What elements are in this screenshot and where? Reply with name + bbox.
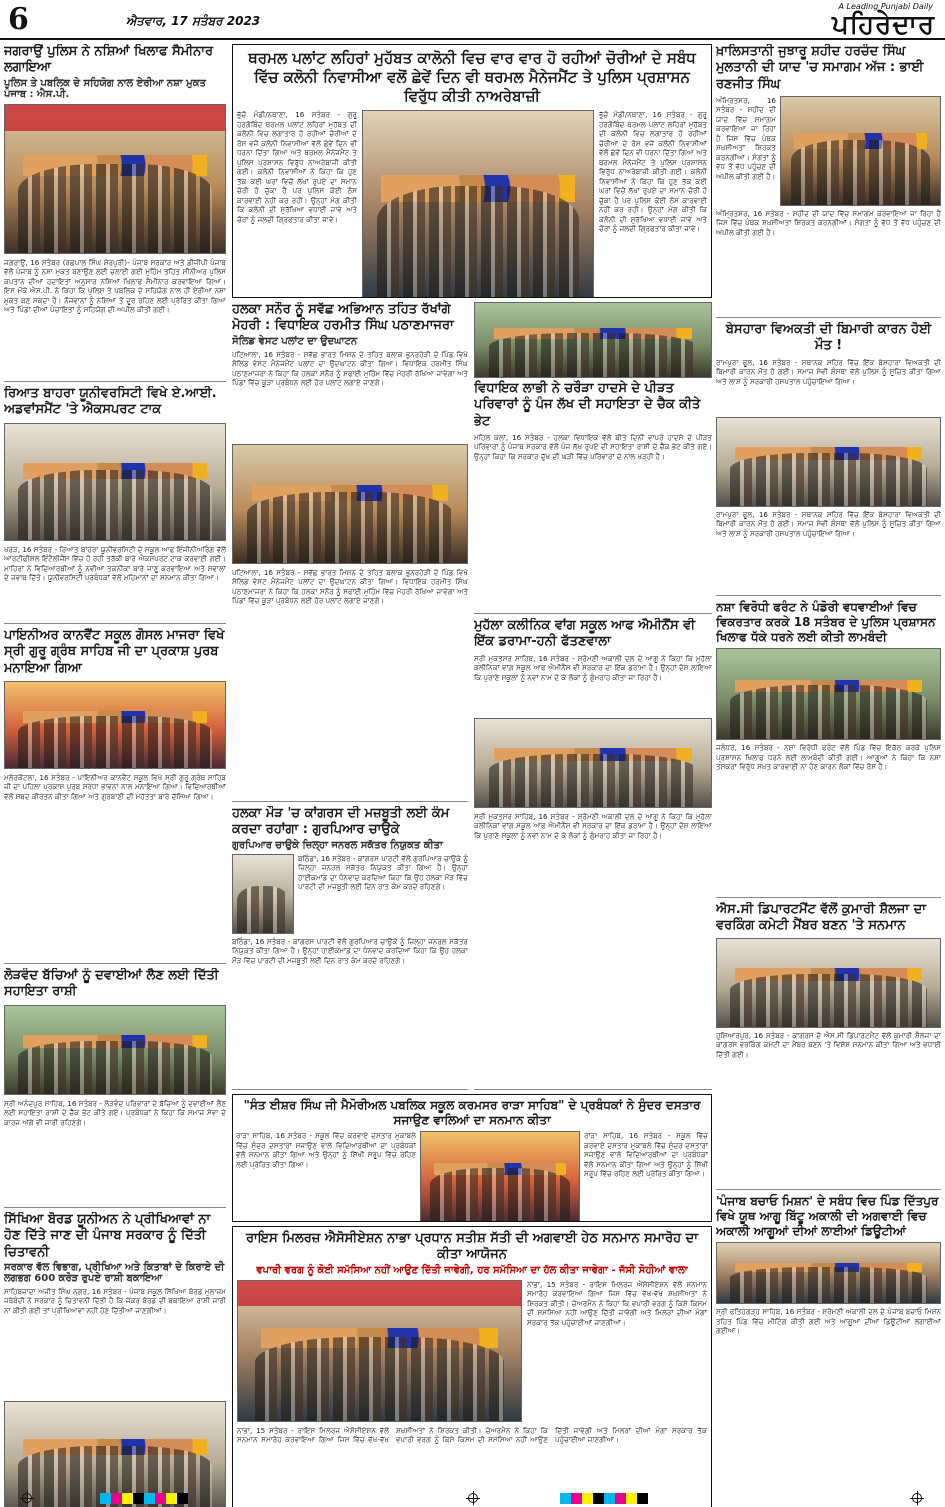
article-rayat-bahra: [4, 386, 226, 624]
article-headline: ਰਿਆਤ ਬਾਹਰਾ ਯੂਨੀਵਰਸਿਟੀ ਵਿਖੇ ਏ.ਆਈ. ਅਡਵਾਂਸਮੈਂਟ 'ਤੇ ਐਕਸਪਰਟ ਟਾਕ: [4, 386, 217, 418]
article-thermal-colony: [232, 44, 712, 298]
masthead: [0, 0, 945, 40]
news-photo: [4, 104, 226, 254]
article-body: ਅੰਮ੍ਰਿਤਸਰ, 16 ਸਤੰਬਰ - ਸ਼ਹੀਦ ਦੀ ਯਾਦ ਵਿੱਚ ਸਮਾਗਮ ਕਰਵਾਇਆ ਜਾ ਰਿਹਾ ਹੈ ਜਿਸ ਵਿੱਚ ਪੰਥਕ ਸ਼ਖ਼ਸੀਅਤਾਂ ਸ਼ਿਰਕਤ ਕਰਨਗੀਆਂ। ਸੰਗਤਾਂ ਨੂੰ ਵੱਧ ਤੋਂ ਵੱਧ ਪਹੁੰਚਣ ਦੀ ਅਪੀਲ ਕੀਤੀ ਗਈ ਹੈ।: [716, 95, 776, 181]
article-body: ਹੁਸ਼ਿਆਰਪੁਰ, 16 ਸਤੰਬਰ - ਕਾਂਗਰਸ ਦੇ ਐਸ.ਸੀ ਡਿਪਾਰਟਮੈਂਟ ਵੱਲੋਂ ਕੁਮਾਰੀ ਸ਼ੈਲਜਾ ਦਾ ਕਾਂਗਰਸ ਵਰਕਿੰਗ ਕਮੇਟੀ ਦਾ ਮੈਂਬਰ ਬਣਨ 'ਤੇ ਵਿਸ਼ੇਸ਼ ਸਨਮਾਨ ਕੀਤਾ ਗਿਆ ਅਤੇ ਵਧਾਈ ਦਿੱਤੀ ਗਈ।: [716, 1030, 941, 1059]
color-calibration-strip: [100, 1493, 188, 1504]
article-headline: ਖ਼ਾਲਿਸਤਾਨੀ ਜੁਝਾਰੂ ਸ਼ਹੀਦ ਹਰਚੰਦ ਸਿੰਘ ਮੁਲਤਾਨੀ ਦੀ ਯਾਦ 'ਚ ਸਮਾਗਮ ਅੱਜ : ਭਾਈ ਰਣਜੀਤ ਸਿੰਘ: [716, 44, 924, 92]
article-selja-honour: [716, 902, 941, 1190]
issue-date: ਐਤਵਾਰ, 17 ਸਤੰਬਰ 2023: [126, 14, 261, 28]
middle-column: [232, 44, 712, 1487]
registration-mark-icon: [912, 1493, 922, 1503]
news-photo: [716, 1242, 941, 1304]
article-body-continued: ਸ੍ਰੀ ਮੁਕਤਸਰ ਸਾਹਿਬ, 16 ਸਤੰਬਰ - ਸ਼੍ਰੋਮਣੀ ਅਕਾਲੀ ਦਲ ਦੇ ਆਗੂ ਨੇ ਕਿਹਾ ਕਿ ਮੁਹੱਲਾ ਕਲੀਨਿਕਾਂ ਵਾਂਗ ਸਕੂਲ ਆਫ ਐਮੀਨੈਂਸ ਵੀ ਸਰਕਾਰ ਦਾ ਇੱਕ ਡਰਾਮਾ ਹੈ। ਉਨ੍ਹਾਂ ਦੋਸ਼ ਲਾਇਆ ਕਿ ਪੁਰਾਣੇ ਸਕੂਲਾਂ ਨੂੰ ਨਵਾਂ ਨਾਮ ਦੇ ਕੇ ਲੋਕਾਂ ਨੂੰ ਗੁੰਮਰਾਹ ਕੀਤਾ ਜਾ ਰਿਹਾ ਹੈ।: [474, 811, 712, 840]
news-photo: [716, 648, 941, 740]
news-photo: [780, 96, 941, 206]
article-headline: ਰਾਇਸ ਮਿਲਰਜ਼ ਐਸੋਸੀਏਸ਼ਨ ਨਾਭਾ ਪ੍ਰਧਾਨ ਸਤੀਸ਼ ਸੱਤੀ ਦੀ ਅਗਵਾਈ ਹੇਠ ਸਨਮਾਨ ਸਮਾਰੋਹ ਦਾ ਕੀਤਾ ਆਯੋਜਨ: [245, 1231, 699, 1263]
news-photo: [4, 423, 226, 541]
article-body: ਰਾੜਾ ਸਾਹਿਬ, 16 ਸਤੰਬਰ - ਸਕੂਲ ਵਿੱਚ ਕਰਵਾਏ ਦਸਤਾਰ ਮੁਕਾਬਲੇ ਵਿੱਚ ਸੁੰਦਰ ਦਸਤਾਰਾਂ ਸਜਾਉਣ ਵਾਲੇ ਵਿਦਿਆਰਥੀਆਂ ਦਾ ਪ੍ਰਬੰਧਕਾਂ ਵੱਲੋਂ ਸਨਮਾਨ ਕੀਤਾ ਗਿਆ ਅਤੇ ਉਨ੍ਹਾਂ ਨੂੰ ਸਿੱਖੀ ਸਰੂਪ ਵਿੱਚ ਰਹਿਣ ਲਈ ਪ੍ਰੇਰਿਤ ਕੀਤਾ ਗਿਆ।: [236, 1131, 416, 1169]
portrait-photo: [232, 854, 294, 934]
article-headline: ਪਾਇਨੀਅਰ ਕਾਨਵੈਂਟ ਸਕੂਲ ਗੋਸਲ ਮਾਜਰਾ ਵਿਖੇ ਸ੍ਰੀ ਗੁਰੂ ਗ੍ਰੰਥ ਸਾਹਿਬ ਜੀ ਦਾ ਪ੍ਰਕਾਸ਼ ਪੁਰਬ ਮਨਾਇਆ ਗਿਆ: [4, 628, 225, 676]
news-photo: [4, 681, 226, 769]
article-headline: ਬੇਸਹਾਰਾ ਵਿਅਕਤੀ ਦੀ ਬਿਮਾਰੀ ਕਾਰਨ ਹੋਈ ਮੌਤ !: [725, 322, 932, 354]
tagline: A Leading Punjabi Daily: [838, 2, 933, 11]
article-subheadline: ਗੁਰਪਿਆਰ ਚਾਉਕੇ ਜ਼ਿਲ੍ਹਾ ਜਨਰਲ ਸਕੱਤਰ ਨਿਯੁਕਤ ਕੀਤਾ: [232, 839, 443, 851]
article-rice-millers: [232, 1226, 712, 1507]
left-column: [4, 44, 226, 1487]
article-subheadline: ਪੁਲਿਸ ਤੇ ਪਬਲਿਕ ਦੇ ਸਹਿਯੋਗ ਨਾਲ ਏਰੀਆ ਨਸ਼ਾ ਮੁਕਤ ਪੰਜਾਬ : ਐਸ.ਪੀ.: [4, 77, 206, 100]
article-maur-congress: [232, 806, 468, 1090]
article-body-continued: ਬਠਿੰਡਾ, 16 ਸਤੰਬਰ - ਕਾਂਗਰਸ ਪਾਰਟੀ ਵੱਲੋਂ ਗੁਰਪਿਆਰ ਚਾਉਕੇ ਨੂੰ ਜ਼ਿਲ੍ਹਾ ਜਨਰਲ ਸਕੱਤਰ ਨਿਯੁਕਤ ਕੀਤਾ ਗਿਆ ਹੈ। ਉਨ੍ਹਾਂ ਹਾਈਕਮਾਂਡ ਦਾ ਧੰਨਵਾਦ ਕਰਦਿਆਂ ਕਿਹਾ ਕਿ ਉਹ ਹਲਕਾ ਮੌੜ ਵਿੱਚ ਪਾਰਟੀ ਦੀ ਮਜ਼ਬੂਤੀ ਲਈ ਦਿਨ ਰਾਤ ਕੰਮ ਕਰਦੇ ਰਹਿਣਗੇ।: [232, 936, 468, 965]
article-body: ਸ੍ਰੀ ਮੁਕਤਸਰ ਸਾਹਿਬ, 16 ਸਤੰਬਰ - ਸ਼੍ਰੋਮਣੀ ਅਕਾਲੀ ਦਲ ਦੇ ਆਗੂ ਨੇ ਕਿਹਾ ਕਿ ਮੁਹੱਲਾ ਕਲੀਨਿਕਾਂ ਵਾਂਗ ਸਕੂਲ ਆਫ ਐਮੀਨੈਂਸ ਵੀ ਸਰਕਾਰ ਦਾ ਇੱਕ ਡਰਾਮਾ ਹੈ। ਉਨ੍ਹਾਂ ਦੋਸ਼ ਲਾਇਆ ਕਿ ਪੁਰਾਣੇ ਸਕੂਲਾਂ ਨੂੰ ਨਵਾਂ ਨਾਮ ਦੇ ਕੇ ਲੋਕਾਂ ਨੂੰ ਗੁੰਮਰਾਹ ਕੀਤਾ ਜਾ ਰਿਹਾ ਹੈ।: [474, 653, 712, 682]
news-photo: [716, 938, 941, 1028]
article-education-board: [4, 1212, 226, 1507]
article-body: ਸਾਹਿਬਜ਼ਾਦਾ ਅਜੀਤ ਸਿੰਘ ਨਗਰ, 16 ਸਤੰਬਰ - ਪੰਜਾਬ ਸਕੂਲ ਸਿੱਖਿਆ ਬੋਰਡ ਮੁਲਾਜ਼ਮ ਜਥੇਬੰਦੀ ਨੇ ਸਰਕਾਰ ਨੂੰ ਚਿਤਾਵਨੀ ਦਿੱਤੀ ਹੈ ਕਿ ਜੇਕਰ ਬੋਰਡ ਦੀ ਬਕਾਇਆ ਰਾਸ਼ੀ ਜਾਰੀ ਨਾ ਕੀਤੀ ਗਈ ਤਾਂ ਪ੍ਰੀਖਿਆਵਾਂ ਨਹੀਂ ਹੋਣ ਦਿੱਤੀਆਂ ਜਾਣਗੀਆਂ।: [4, 1286, 226, 1315]
article-body-continued: ਨਾਭਾ, 15 ਸਤੰਬਰ - ਰਾਇਸ ਮਿਲਰਜ਼ ਐਸੋਸੀਏਸ਼ਨ ਵੱਲੋਂ ਸਨਮਾਨ ਸਮਾਰੋਹ ਕਰਵਾਇਆ ਗਿਆ ਜਿਸ ਵਿੱਚ ਵੱਖ-ਵੱਖ ਸ਼ਖ਼ਸੀਅਤਾਂ ਨੇ ਸ਼ਿਰਕਤ ਕੀਤੀ। ਚੇਅਰਮੈਨ ਨੇ ਕਿਹਾ ਕਿ ਵਪਾਰੀ ਵਰਗ ਨੂੰ ਕਿਸੇ ਕਿਸਮ ਦੀ ਸਮੱਸਿਆ ਨਹੀਂ ਆਉਣ ਦਿੱਤੀ ਜਾਵੇਗੀ ਅਤੇ ਮਿਲਰਾਂ ਦੀਆਂ ਮੰਗਾਂ ਸਰਕਾਰ ਤੱਕ ਪਹੁੰਚਾਈਆਂ ਜਾਣਗੀਆਂ।: [237, 1425, 707, 1444]
article-body-continued: ਰਾੜਾ ਸਾਹਿਬ, 16 ਸਤੰਬਰ - ਸਕੂਲ ਵਿੱਚ ਕਰਵਾਏ ਦਸਤਾਰ ਮੁਕਾਬਲੇ ਵਿੱਚ ਸੁੰਦਰ ਦਸਤਾਰਾਂ ਸਜਾਉਣ ਵਾਲੇ ਵਿਦਿਆਰਥੀਆਂ ਦਾ ਪ੍ਰਬੰਧਕਾਂ ਵੱਲੋਂ ਸਨਮਾਨ ਕੀਤਾ ਗਿਆ ਅਤੇ ਉਨ੍ਹਾਂ ਨੂੰ ਸਿੱਖੀ ਸਰੂਪ ਵਿੱਚ ਰਹਿਣ ਲਈ ਪ੍ਰੇਰਿਤ ਕੀਤਾ ਗਿਆ।: [584, 1131, 708, 1178]
page-number: 6: [8, 2, 29, 37]
article-body: ਮਲੇਰਕੋਟਲਾ, 16 ਸਤੰਬਰ - ਪਾਇਨੀਅਰ ਕਾਨਵੈਂਟ ਸਕੂਲ ਵਿਖੇ ਸ੍ਰੀ ਗੁਰੂ ਗ੍ਰੰਥ ਸਾਹਿਬ ਜੀ ਦਾ ਪਹਿਲਾ ਪ੍ਰਕਾਸ਼ ਪੁਰਬ ਸ਼ਰਧਾ ਭਾਵਨਾ ਨਾਲ ਮਨਾਇਆ ਗਿਆ। ਵਿਦਿਆਰਥੀਆਂ ਵੱਲੋਂ ਸ਼ਬਦ ਕੀਰਤਨ ਕੀਤਾ ਗਿਆ ਅਤੇ ਗੁਰਬਾਣੀ ਦੀ ਮਹੱਤਤਾ ਬਾਰੇ ਦੱਸਿਆ ਗਿਆ।: [4, 772, 226, 801]
article-destitute-death: [716, 322, 941, 596]
news-photo: [716, 417, 941, 507]
article-body: ਜਲੰਧਰ, 16 ਸਤੰਬਰ - ਨਸ਼ਾ ਵਿਰੋਧੀ ਫਰੰਟ ਵੱਲੋਂ ਪਿੰਡ ਵਿੱਚ ਇਕੱਠ ਕਰਕੇ ਪੁਲਿਸ ਪ੍ਰਸ਼ਾਸਨ ਖਿਲਾਫ ਧਰਨੇ ਲਈ ਲਾਮਬੰਦੀ ਕੀਤੀ ਗਈ। ਆਗੂਆਂ ਨੇ ਕਿਹਾ ਕਿ ਨਸ਼ਾ ਤਸਕਰਾਂ ਵਿਰੁੱਧ ਸਖ਼ਤ ਕਾਰਵਾਈ ਨਾ ਹੋਣ ਕਾਰਨ ਲੋਕਾਂ ਵਿੱਚ ਰੋਸ ਹੈ।: [716, 743, 941, 771]
article-dastar-honour: [232, 1094, 712, 1222]
article-body: ਸ੍ਰੀ ਫਤਿਹਗੜ੍ਹ ਸਾਹਿਬ, 16 ਸਤੰਬਰ - ਸ਼੍ਰੋਮਣੀ ਅਕਾਲੀ ਦਲ ਦੇ ਪੰਜਾਬ ਬਚਾਓ ਮਿਸ਼ਨ ਤਹਿਤ ਪਿੰਡ ਵਿੱਚ ਮੀਟਿੰਗ ਕੀਤੀ ਗਈ ਅਤੇ ਆਗੂਆਂ ਦੀਆਂ ਡਿਊਟੀਆਂ ਲਗਾਈਆਂ ਗਈਆਂ।: [716, 1307, 941, 1335]
color-calibration-strip: [560, 1493, 648, 1504]
article-anti-drug-front: [716, 600, 941, 898]
article-headline: "ਸੰਤ ਈਸ਼ਰ ਸਿੰਘ ਜੀ ਮੈਮੋਰੀਅਲ ਪਬਲਿਕ ਸਕੂਲ ਕਰਮਸਰ ਰਾੜਾ ਸਾਹਿਬ" ਦੇ ਪ੍ਰਬੰਧਕਾਂ ਨੇ ਸੁੰਦਰ ਦਸਤਾਰ ਸਜਾਉਣ ਵਾਲਿਆਂ ਦਾ ਸਨਮਾਨ ਕੀਤਾ: [243, 1098, 701, 1127]
article-subheadline: ਵਪਾਰੀ ਵਰਗ ਨੂੰ ਕੋਈ ਸਮੱਸਿਆ ਨਹੀਂ ਆਉਣ ਦਿੱਤੀ ਜਾਵੇਗੀ, ਹਰ ਸਮੱਸਿਆ ਦਾ ਹੱਲ ਕੀਤਾ ਜਾਵੇਗਾ - ਜੱਸੀ ਸੋਹੀਆਂ ਵਾਲਾ: [256, 1264, 688, 1276]
article-body: ਬਠਿੰਡਾ, 16 ਸਤੰਬਰ - ਕਾਂਗਰਸ ਪਾਰਟੀ ਵੱਲੋਂ ਗੁਰਪਿਆਰ ਚਾਉਕੇ ਨੂੰ ਜ਼ਿਲ੍ਹਾ ਜਨਰਲ ਸਕੱਤਰ ਨਿਯੁਕਤ ਕੀਤਾ ਗਿਆ ਹੈ। ਉਨ੍ਹਾਂ ਹਾਈਕਮਾਂਡ ਦਾ ਧੰਨਵਾਦ ਕਰਦਿਆਂ ਕਿਹਾ ਕਿ ਉਹ ਹਲਕਾ ਮੌੜ ਵਿੱਚ ਪਾਰਟੀ ਦੀ ਮਜ਼ਬੂਤੀ ਲਈ ਦਿਨ ਰਾਤ ਕੰਮ ਕਰਦੇ ਰਹਿਣਗੇ।: [298, 853, 468, 891]
news-photo: [4, 1005, 226, 1095]
article-body-continued: ਭੁੱਚੋ ਮੰਡੀ/ਨਥਾਣਾ, 16 ਸਤੰਬਰ - ਗੁਰੂ ਹਰਗੋਬਿੰਦ ਥਰਮਲ ਪਲਾਂਟ ਲਹਿਰਾਂ ਮੁਹੱਬਤ ਦੀ ਕਲੋਨੀ ਵਿਚ ਲਗਾਤਾਰ ਹੋ ਰਹੀਆਂ ਚੋਰੀਆਂ ਦੇ ਰੋਸ ਵਜੋਂ ਕਲੋਨੀ ਨਿਵਾਸੀਆਂ ਵੱਲੋਂ ਛੇਵੇਂ ਦਿਨ ਵੀ ਧਰਨਾ ਦਿੱਤਾ ਗਿਆ ਅਤੇ ਥਰਮਲ ਮੈਨੇਜਮੈਂਟ ਤੇ ਪੁਲਿਸ ਪ੍ਰਸ਼ਾਸਨ ਵਿਰੁੱਧ ਨਾਅਰੇਬਾਜ਼ੀ ਕੀਤੀ ਗਈ। ਕਲੋਨੀ ਨਿਵਾਸੀਆਂ ਨੇ ਕਿਹਾ ਕਿ ਹੁਣ ਤੱਕ ਕਈ ਘਰਾਂ ਵਿਚੋਂ ਲੱਖਾਂ ਰੁਪਏ ਦਾ ਸਮਾਨ ਚੋਰੀ ਹੋ ਚੁੱਕਾ ਹੈ ਪਰ ਪੁਲਿਸ ਕੋਈ ਠੋਸ ਕਾਰਵਾਈ ਨਹੀਂ ਕਰ ਰਹੀ। ਉਨ੍ਹਾਂ ਮੰਗ ਕੀਤੀ ਕਿ ਕਲੋਨੀ ਦੀ ਸੁਰੱਖਿਆ ਵਧਾਈ ਜਾਵੇ ਅਤੇ ਚੋਰਾਂ ਨੂੰ ਜਲਦੀ ਗ੍ਰਿਫਤਾਰ ਕੀਤਾ ਜਾਵੇ।: [599, 110, 707, 234]
article-pioneer-school: [4, 628, 226, 964]
article-body: ਸ੍ਰੀ ਅਨੰਦਪੁਰ ਸਾਹਿਬ, 16 ਸਤੰਬਰ - ਲੋੜਵੰਦ ਪਰਿਵਾਰਾਂ ਦੇ ਬੱਚਿਆਂ ਨੂੰ ਦਵਾਈਆਂ ਲੈਣ ਲਈ ਸਹਾਇਤਾ ਰਾਸ਼ੀ ਦੇ ਚੈੱਕ ਭੇਟ ਕੀਤੇ ਗਏ। ਪ੍ਰਬੰਧਕਾਂ ਨੇ ਕਿਹਾ ਕਿ ਸਮਾਜ ਸੇਵਾ ਦੇ ਕਾਰਜ ਅੱਗੇ ਵੀ ਜਾਰੀ ਰਹਿਣਗੇ।: [4, 1098, 226, 1127]
article-headline: ਜਗਰਾਉਂ ਪੁਲਿਸ ਨੇ ਨਸ਼ਿਆਂ ਖਿਲਾਫ ਸੈਮੀਨਾਰ ਲਗਾਇਆ: [4, 44, 214, 76]
news-photo: [474, 718, 712, 808]
article-punjab-bachao: [716, 1194, 941, 1507]
right-column: [716, 44, 941, 1487]
news-photo: [232, 444, 468, 564]
registration-mark-icon: [468, 1493, 478, 1503]
article-multani-smagam: [716, 44, 941, 318]
article-headline: ਐਸ.ਸੀ ਡਿਪਾਰਟਮੈਂਟ ਵੱਲੋਂ ਕੁਮਾਰੀ ਸ਼ੈਲਜਾ ਦਾ ਵਰਕਿੰਗ ਕਮੇਟੀ ਮੈਂਬਰ ਬਣਨ 'ਤੇ ਸਨਮਾਨ: [716, 902, 926, 934]
article-body: ਪਟਿਆਲਾ, 16 ਸਤੰਬਰ - ਸਵੱਛ ਭਾਰਤ ਮਿਸ਼ਨ ਦੇ ਤਹਿਤ ਬਲਾਕ ਭੁਨਰਹੇੜੀ ਦੇ ਪਿੰਡ ਵਿਖੇ ਸੋਲਿਡ ਵੇਸਟ ਮੈਨੇਜਮੈਂਟ ਪਲਾਂਟ ਦਾ ਉਦਘਾਟਨ ਕੀਤਾ ਗਿਆ। ਵਿਧਾਇਕ ਹਰਮੀਤ ਸਿੰਘ ਪਠਾਣਮਾਜਰਾ ਨੇ ਕਿਹਾ ਕਿ ਹਲਕਾ ਸਨੌਰ ਨੂੰ ਸਫਾਈ ਮੁਹਿੰਮ ਵਿੱਚ ਮੋਹਰੀ ਰੱਖਿਆ ਜਾਵੇਗਾ ਅਤੇ ਪਿੰਡਾਂ ਵਿੱਚ ਕੂੜਾ ਪ੍ਰਬੰਧਨ ਲਈ ਹੋਰ ਪਲਾਂਟ ਲਗਾਏ ਜਾਣਗੇ।: [232, 349, 468, 387]
article-body-continued: ਅੰਮ੍ਰਿਤਸਰ, 16 ਸਤੰਬਰ - ਸ਼ਹੀਦ ਦੀ ਯਾਦ ਵਿੱਚ ਸਮਾਗਮ ਕਰਵਾਇਆ ਜਾ ਰਿਹਾ ਹੈ ਜਿਸ ਵਿੱਚ ਪੰਥਕ ਸ਼ਖ਼ਸੀਅਤਾਂ ਸ਼ਿਰਕਤ ਕਰਨਗੀਆਂ। ਸੰਗਤਾਂ ਨੂੰ ਵੱਧ ਤੋਂ ਵੱਧ ਪਹੁੰਚਣ ਦੀ ਅਪੀਲ ਕੀਤੀ ਗਈ ਹੈ।: [716, 208, 941, 237]
article-headline: ਲੋੜਵੰਦ ਬੱਚਿਆਂ ਨੂੰ ਦਵਾਈਆਂ ਲੈਣ ਲਈ ਦਿੱਤੀ ਸਹਾਇਤਾ ਰਾਸ਼ੀ: [4, 968, 219, 1000]
article-headline: ਮੁਹੱਲਾ ਕਲੀਨਿਕ ਵਾਂਗ ਸਕੂਲ ਆਫ ਐਮੀਨੈਂਸ ਵੀ ਇੱਕ ਡਰਾਮਾ-ਹਨੀ ਫੱਤਣਵਾਲਾ: [474, 618, 696, 650]
article-body-continued: ਰਾਮਪੁਰਾ ਫੂਲ, 16 ਸਤੰਬਰ - ਸਥਾਨਕ ਸ਼ਹਿਰ ਵਿੱਚ ਇੱਕ ਬੇਸਹਾਰਾ ਵਿਅਕਤੀ ਦੀ ਬਿਮਾਰੀ ਕਾਰਨ ਮੌਤ ਹੋ ਗਈ। ਸਮਾਜ ਸੇਵੀ ਸੰਸਥਾ ਵੱਲੋਂ ਪੁਲਿਸ ਨੂੰ ਸੂਚਿਤ ਕੀਤਾ ਗਿਆ ਅਤੇ ਲਾਸ਼ ਨੂੰ ਸਰਕਾਰੀ ਹਸਪਤਾਲ ਪਹੁੰਚਾਇਆ ਗਿਆ।: [716, 509, 941, 538]
article-subheadline: ਸਰਕਾਰ ਵੱਲ ਵਿਭਾਗ, ਪ੍ਰੀਖਿਆ ਅਤੇ ਕਿਤਾਬਾਂ ਦੇ ਕਿਰਾਏ ਦੀ ਲਗਭਗ 600 ਕਰੋੜ ਰੁਪਏ ਰਾਸ਼ੀ ਬਕਾਇਆ: [4, 1261, 225, 1284]
print-marks-bar: [0, 1489, 945, 1507]
article-body-continued: ਪਟਿਆਲਾ, 16 ਸਤੰਬਰ - ਸਵੱਛ ਭਾਰਤ ਮਿਸ਼ਨ ਦੇ ਤਹਿਤ ਬਲਾਕ ਭੁਨਰਹੇੜੀ ਦੇ ਪਿੰਡ ਵਿਖੇ ਸੋਲਿਡ ਵੇਸਟ ਮੈਨੇਜਮੈਂਟ ਪਲਾਂਟ ਦਾ ਉਦਘਾਟਨ ਕੀਤਾ ਗਿਆ। ਵਿਧਾਇਕ ਹਰਮੀਤ ਸਿੰਘ ਪਠਾਣਮਾਜਰਾ ਨੇ ਕਿਹਾ ਕਿ ਹਲਕਾ ਸਨੌਰ ਨੂੰ ਸਫਾਈ ਮੁਹਿੰਮ ਵਿੱਚ ਮੋਹਰੀ ਰੱਖਿਆ ਜਾਵੇਗਾ ਅਤੇ ਪਿੰਡਾਂ ਵਿੱਚ ਕੂੜਾ ਪ੍ਰਬੰਧਨ ਲਈ ਹੋਰ ਪਲਾਂਟ ਲਗਾਏ ਜਾਣਗੇ।: [232, 567, 468, 605]
article-headline: ਵਿਧਾਇਕ ਲਾਭੀ ਨੇ ਚਰੌੜਾ ਹਾਦਸੇ ਦੇ ਪੀੜਤ ਪਰਿਵਾਰਾਂ ਨੂੰ ਪੰਜ ਲੱਖ ਦੀ ਸਹਾਇਤਾ ਦੇ ਚੈਕ ਕੀਤੇ ਭੇਟ: [474, 381, 701, 429]
article-body: ਖਰੜ, 16 ਸਤੰਬਰ - ਰਿਆਤ ਬਾਹਰਾ ਯੂਨੀਵਰਸਿਟੀ ਦੇ ਸਕੂਲ ਆਫ ਇੰਜੀਨੀਅਰਿੰਗ ਵੱਲੋਂ ਆਰਟੀਫੀਸ਼ਲ ਇੰਟੈਲੀਜੈਂਸ ਵਿੱਚ ਹੋ ਰਹੀ ਤਰੱਕੀ ਬਾਰੇ ਐਕਸਪਰਟ ਟਾਕ ਕਰਵਾਈ ਗਈ। ਮਾਹਿਰਾਂ ਨੇ ਵਿਦਿਆਰਥੀਆਂ ਨੂੰ ਨਵੀਆਂ ਤਕਨੀਕਾਂ ਬਾਰੇ ਜਾਣੂ ਕਰਵਾਇਆ ਅਤੇ ਸਵਾਲਾਂ ਦੇ ਜਵਾਬ ਦਿੱਤੇ। ਯੂਨੀਵਰਸਿਟੀ ਪ੍ਰਬੰਧਕਾਂ ਵੱਲੋਂ ਮਹਿਮਾਨਾਂ ਦਾ ਸਨਮਾਨ ਕੀਤਾ ਗਿਆ।: [4, 544, 226, 582]
article-headline: ਹਲਕਾ ਸਨੌਰ ਨੂੰ ਸਵੱਛ ਅਭਿਆਨ ਤਹਿਤ ਰੱਖਾਂਗੇ ਮੋਹਰੀ : ਵਿਧਾਇਕ ਹਰਮੀਤ ਸਿੰਘ ਪਠਾਣਮਾਜਰਾ: [232, 302, 454, 334]
article-body: ਨਾਭਾ, 15 ਸਤੰਬਰ - ਰਾਇਸ ਮਿਲਰਜ਼ ਐਸੋਸੀਏਸ਼ਨ ਵੱਲੋਂ ਸਨਮਾਨ ਸਮਾਰੋਹ ਕਰਵਾਇਆ ਗਿਆ ਜਿਸ ਵਿੱਚ ਵੱਖ-ਵੱਖ ਸ਼ਖ਼ਸੀਅਤਾਂ ਨੇ ਸ਼ਿਰਕਤ ਕੀਤੀ। ਚੇਅਰਮੈਨ ਨੇ ਕਿਹਾ ਕਿ ਵਪਾਰੀ ਵਰਗ ਨੂੰ ਕਿਸੇ ਕਿਸਮ ਦੀ ਸਮੱਸਿਆ ਨਹੀਂ ਆਉਣ ਦਿੱਤੀ ਜਾਵੇਗੀ ਅਤੇ ਮਿਲਰਾਂ ਦੀਆਂ ਮੰਗਾਂ ਸਰਕਾਰ ਤੱਕ ਪਹੁੰਚਾਈਆਂ ਜਾਣਗੀਆਂ।: [527, 1279, 707, 1327]
article-headline: 'ਪੰਜਾਬ ਬਚਾਓ ਮਿਸ਼ਨ' ਦੇ ਸਬੰਧ ਵਿਚ ਪਿੰਡ ਦਿੱਤਪੁਰ ਵਿਖੇ ਯੂਥ ਆਗੂ ਬਿੱਟੂ ਅਕਾਲੀ ਦੀ ਅਗਵਾਈ ਵਿਚ ਅਕਾਲੀ ਆਗੂਆਂ ਦੀਆਂ ਲਾਈਆਂ ਡਿਊਟੀਆਂ: [716, 1194, 939, 1238]
article-headline: ਹਲਕਾ ਮੌੜ 'ਚ ਕਾਂਗਰਸ ਦੀ ਮਜ਼ਬੂਤੀ ਲਈ ਕੰਮ ਕਰਦਾ ਰਹਾਂਗਾ : ਗੁਰਪਿਆਰ ਚਾਉਕੇ: [232, 806, 450, 838]
article-subheadline: ਸੋਲਿਡ ਵੇਸਟ ਪਲਾਂਟ ਦਾ ਉਦਘਾਟਨ: [232, 335, 358, 347]
article-body: ਭੁੱਚੋ ਮੰਡੀ/ਨਥਾਣਾ, 16 ਸਤੰਬਰ - ਗੁਰੂ ਹਰਗੋਬਿੰਦ ਥਰਮਲ ਪਲਾਂਟ ਲਹਿਰਾਂ ਮੁਹੱਬਤ ਦੀ ਕਲੋਨੀ ਵਿਚ ਲਗਾਤਾਰ ਹੋ ਰਹੀਆਂ ਚੋਰੀਆਂ ਦੇ ਰੋਸ ਵਜੋਂ ਕਲੋਨੀ ਨਿਵਾਸੀਆਂ ਵੱਲੋਂ ਛੇਵੇਂ ਦਿਨ ਵੀ ਧਰਨਾ ਦਿੱਤਾ ਗਿਆ ਅਤੇ ਥਰਮਲ ਮੈਨੇਜਮੈਂਟ ਤੇ ਪੁਲਿਸ ਪ੍ਰਸ਼ਾਸਨ ਵਿਰੁੱਧ ਨਾਅਰੇਬਾਜ਼ੀ ਕੀਤੀ ਗਈ। ਕਲੋਨੀ ਨਿਵਾਸੀਆਂ ਨੇ ਕਿਹਾ ਕਿ ਹੁਣ ਤੱਕ ਕਈ ਘਰਾਂ ਵਿਚੋਂ ਲੱਖਾਂ ਰੁਪਏ ਦਾ ਸਮਾਨ ਚੋਰੀ ਹੋ ਚੁੱਕਾ ਹੈ ਪਰ ਪੁਲਿਸ ਕੋਈ ਠੋਸ ਕਾਰਵਾਈ ਨਹੀਂ ਕਰ ਰਹੀ। ਉਨ੍ਹਾਂ ਮੰਗ ਕੀਤੀ ਕਿ ਕਲੋਨੀ ਦੀ ਸੁਰੱਖਿਆ ਵਧਾਈ ਜਾਵੇ ਅਤੇ ਚੋਰਾਂ ਨੂੰ ਜਲਦੀ ਗ੍ਰਿਫਤਾਰ ਕੀਤਾ ਜਾਵੇ।: [237, 110, 357, 224]
article-headline: ਨਸ਼ਾ ਵਿਰੋਧੀ ਫਰੰਟ ਨੇ ਪੰਡੋਰੀ ਵਧਵਾਈਆਂ ਵਿਚ ਵਿਕਰਤਾਰ ਕਰਕੇ 18 ਸਤੰਬਰ ਦੇ ਪੁਲਿਸ ਪ੍ਰਸ਼ਾਸਨ ਖਿਲਾਫ ਧੱਕੇ ਧਰਨੇ ਲਈ ਕੀਤੀ ਲਾਮਬੰਦੀ: [716, 600, 936, 644]
article-body: ਜਗਰਾਉਂ, 16 ਸਤੰਬਰ (ਰਛਪਾਲ ਸਿੰਘ ਸ਼ੇਰਪੁਰੀ)- ਪੰਜਾਬ ਸਰਕਾਰ ਅਤੇ ਡੀਜੀਪੀ ਪੰਜਾਬ ਵੱਲੋਂ ਪੰਜਾਬ ਨੂੰ ਨਸ਼ਾ ਮੁਕਤ ਬਣਾਉਣ ਲਈ ਚਲਾਈ ਗਈ ਮੁਹਿੰਮ ਤਹਿਤ ਸੀਨੀਅਰ ਪੁਲਿਸ ਕਪਤਾਨ ਦੀਆਂ ਹਦਾਇਤਾਂ ਅਨੁਸਾਰ ਨਸ਼ਿਆਂ ਖਿਲਾਫ ਸੈਮੀਨਾਰ ਕਰਵਾਇਆ ਗਿਆ। ਇਸ ਮੌਕੇ ਐਸ.ਪੀ. ਨੇ ਕਿਹਾ ਕਿ ਪੁਲਿਸ ਤੇ ਪਬਲਿਕ ਦੇ ਸਹਿਯੋਗ ਨਾਲ ਹੀ ਏਰੀਆ ਨਸ਼ਾ ਮੁਕਤ ਬਣ ਸਕਦਾ ਹੈ। ਨੌਜਵਾਨਾਂ ਨੂੰ ਨਸ਼ਿਆਂ ਤੋਂ ਦੂਰ ਰਹਿਣ ਲਈ ਪ੍ਰੇਰਿਤ ਕੀਤਾ ਗਿਆ ਅਤੇ ਪਿੰਡਾਂ ਦੀਆਂ ਪੰਚਾਇਤਾਂ ਨੂੰ ਸਹਿਯੋਗ ਦੀ ਅਪੀਲ ਕੀਤੀ ਗਈ।: [4, 257, 226, 314]
newspaper-name: ਪਹਿਰੇਦਾਰ: [832, 10, 935, 40]
article-needy-children: [4, 968, 226, 1208]
news-photo: [362, 110, 594, 298]
article-headline: ਥਰਮਲ ਪਲਾਂਟ ਲਹਿਰਾਂ ਮੁਹੱਬਤ ਕਾਲੋਨੀ ਵਿਚ ਵਾਰ ਵਾਰ ਹੋ ਰਹੀਆਂ ਚੋਰੀਆਂ ਦੇ ਸਬੰਧ ਵਿੱਚ ਕਲੋਨੀ ਨਿਵਾਸੀਆ ਵਲੋਂ ਛੇਵੇਂ ਦਿਨ ਵੀ ਥਰਮਲ ਮੈਨੇਜਮੈਂਟ ਤੇ ਪੁਲਿਸ ਪ੍ਰਸ਼ਾਸਨ ਵਿਰੁੱਧ ਕੀਤੀ ਨਾਅਰੇਬਾਜ਼ੀ: [248, 49, 696, 105]
article-labhi-cheques: [474, 302, 712, 614]
article-sanaur-swachh: [232, 302, 468, 802]
article-jagraon-seminar: [4, 44, 226, 382]
article-body: ਰਾਮਪੁਰਾ ਫੂਲ, 16 ਸਤੰਬਰ - ਸਥਾਨਕ ਸ਼ਹਿਰ ਵਿੱਚ ਇੱਕ ਬੇਸਹਾਰਾ ਵਿਅਕਤੀ ਦੀ ਬਿਮਾਰੀ ਕਾਰਨ ਮੌਤ ਹੋ ਗਈ। ਸਮਾਜ ਸੇਵੀ ਸੰਸਥਾ ਵੱਲੋਂ ਪੁਲਿਸ ਨੂੰ ਸੂਚਿਤ ਕੀਤਾ ਗਿਆ ਅਤੇ ਲਾਸ਼ ਨੂੰ ਸਰਕਾਰੀ ਹਸਪਤਾਲ ਪਹੁੰਚਾਇਆ ਗਿਆ।: [716, 357, 941, 386]
article-school-eminence: [474, 618, 712, 1090]
news-photo: [420, 1131, 580, 1222]
news-photo: [474, 302, 712, 378]
article-body: ਮਹਿਲ ਕਲਾਂ, 16 ਸਤੰਬਰ - ਹਲਕਾ ਵਿਧਾਇਕ ਵੱਲੋਂ ਬੀਤੇ ਦਿਨੀਂ ਵਾਪਰੇ ਹਾਦਸੇ ਦੇ ਪੀੜਤ ਪਰਿਵਾਰਾਂ ਨੂੰ ਪੰਜਾਬ ਸਰਕਾਰ ਵੱਲੋਂ ਪੰਜ ਲੱਖ ਰੁਪਏ ਦੀ ਸਹਾਇਤਾ ਰਾਸ਼ੀ ਦੇ ਚੈੱਕ ਭੇਟ ਕੀਤੇ ਗਏ। ਉਨ੍ਹਾਂ ਕਿਹਾ ਕਿ ਸਰਕਾਰ ਦੁੱਖ ਦੀ ਘੜੀ ਵਿੱਚ ਪਰਿਵਾਰਾਂ ਦੇ ਨਾਲ ਖੜ੍ਹੀ ਹੈ।: [474, 432, 712, 461]
news-photo: [237, 1280, 522, 1422]
registration-mark-icon: [22, 1493, 32, 1503]
article-headline: ਸਿੱਖਿਆ ਬੋਰਡ ਯੂਨੀਅਨ ਨੇ ਪ੍ਰੀਖਿਆਵਾਂ ਨਾ ਹੋਣ ਦਿੱਤੇ ਜਾਣ ਦੀ ਪੰਜਾਬ ਸਰਕਾਰ ਨੂੰ ਦਿੱਤੀ ਚਿਤਾਵਨੀ: [4, 1212, 211, 1260]
